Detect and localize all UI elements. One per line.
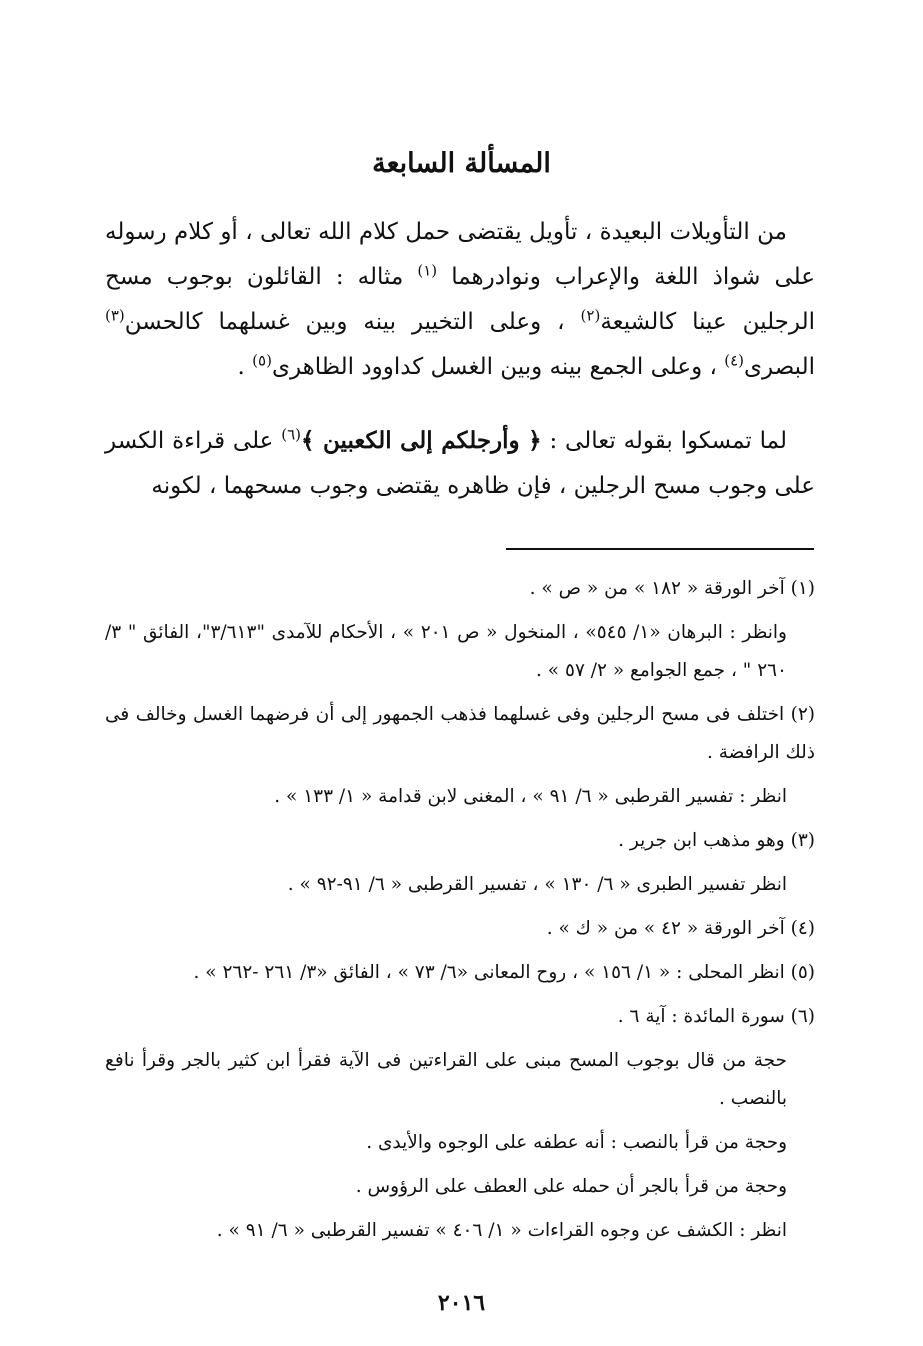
footnote-line: وحجة من قرأ بالجر أن حمله على العطف على الرؤوس .	[355, 1176, 787, 1197]
paragraph-1-text-5: ، وعلى الجمع بينه وبين الغسل كداوود الظاهرى	[271, 354, 725, 380]
paragraph-1-text-1: من التأويلات البعيدة ، تأويل يقتضى حمل كلام الله تعالى ، أو كلام رسوله على شواذ اللغة والإعراب ونوادرهما	[105, 219, 815, 290]
footnote-separator	[506, 548, 814, 550]
footnote-line: انظر : تفسير القرطبى « ٦/ ٩١ » ، المغنى لابن قدامة « ١/ ١٣٣ » .	[274, 786, 787, 807]
footnote-ref-1: (١)	[417, 261, 438, 280]
footnotes	[105, 570, 815, 1256]
footnote-ref-6: (٦)	[281, 425, 302, 444]
footnote-ref-5: (٥)	[252, 351, 272, 370]
footnote-line: انظر تفسير الطبرى « ٦/ ١٣٠ » ، تفسير القرطبى « ٦/ ٩١-٩٢ » .	[287, 874, 787, 895]
paragraph-1-text-6: .	[237, 354, 253, 380]
footnote-line: (٥) انظر المحلى : « ١/ ١٥٦ » ، روح المعانى «٦/ ٧٣ » ، الفائق «٣/ ٢٦١ -٢٦٢ » .	[193, 962, 815, 983]
paragraph-1-text-2: مثاله : القائلون بوجوب مسح الرجلين عينا كالشيعة	[105, 264, 815, 335]
footnote-line: (٤) آخر الورقة « ٤٢ » من « ك » .	[546, 918, 815, 939]
footnote-line: حجة من قال بوجوب المسح مبنى على القراءتين فى الآية فقرأ ابن كثير بالجر وقرأ نافع بالنصب .	[105, 1050, 787, 1109]
paragraph-2-text-2: على قراءة الكسر على وجوب مسح الرجلين ، فإن ظاهره يقتضى وجوب مسحهما ، لكونه	[105, 428, 815, 499]
paragraph-2-text-1: لما تمسكوا بقوله تعالى :	[541, 428, 787, 454]
paragraph-1-text-4: البصرى	[744, 354, 815, 380]
footnote-line: (٦) سورة المائدة : آية ٦ .	[617, 1006, 815, 1027]
footnote-line: وحجة من قرأ بالنصب : أنه عطفه على الوجوه والأيدى .	[366, 1132, 787, 1153]
footnote-line: (٣) وهو مذهب ابن جرير .	[618, 830, 815, 851]
footnote-line: (١) آخر الورقة « ١٨٢ » من « ص » .	[529, 578, 815, 599]
quran-verse: ﴿ وأرجلكم إلى الكعبين ﴾	[301, 427, 542, 454]
body-paragraph-1	[105, 210, 815, 390]
footnote-ref-2: (٢)	[580, 306, 601, 325]
footnote-line: (٢) اختلف فى مسح الرجلين وفى غسلهما فذهب الجمهور إلى أن فرضهما الغسل وخالف فى ذلك الرافضة .	[105, 704, 815, 763]
footnote-line: انظر : الكشف عن وجوه القراءات « ١/ ٤٠٦ » تفسير القرطبى « ٦/ ٩١ » .	[216, 1220, 787, 1241]
paragraph-1-text-3: ، وعلى التخيير بينه وبين غسلهما كالحسن	[124, 309, 581, 335]
section-heading: المسألة السابعة	[372, 148, 551, 179]
page-number: ٢٠١٦	[437, 1290, 486, 1316]
footnote-ref-3: (٣)	[105, 306, 125, 325]
footnote-ref-4: (٤)	[724, 351, 745, 370]
body-paragraph-2	[105, 418, 815, 509]
footnote-line: وانظر : البرهان «١/ ٥٤٥» ، المنخول « ص ٢٠١ » ، الأحكام للآمدى "٣/٦١٣"، الفائق " ٣/ ٢٦٠ " ، جمع الجوامع « ٢/ ٥٧ » .	[105, 622, 787, 681]
